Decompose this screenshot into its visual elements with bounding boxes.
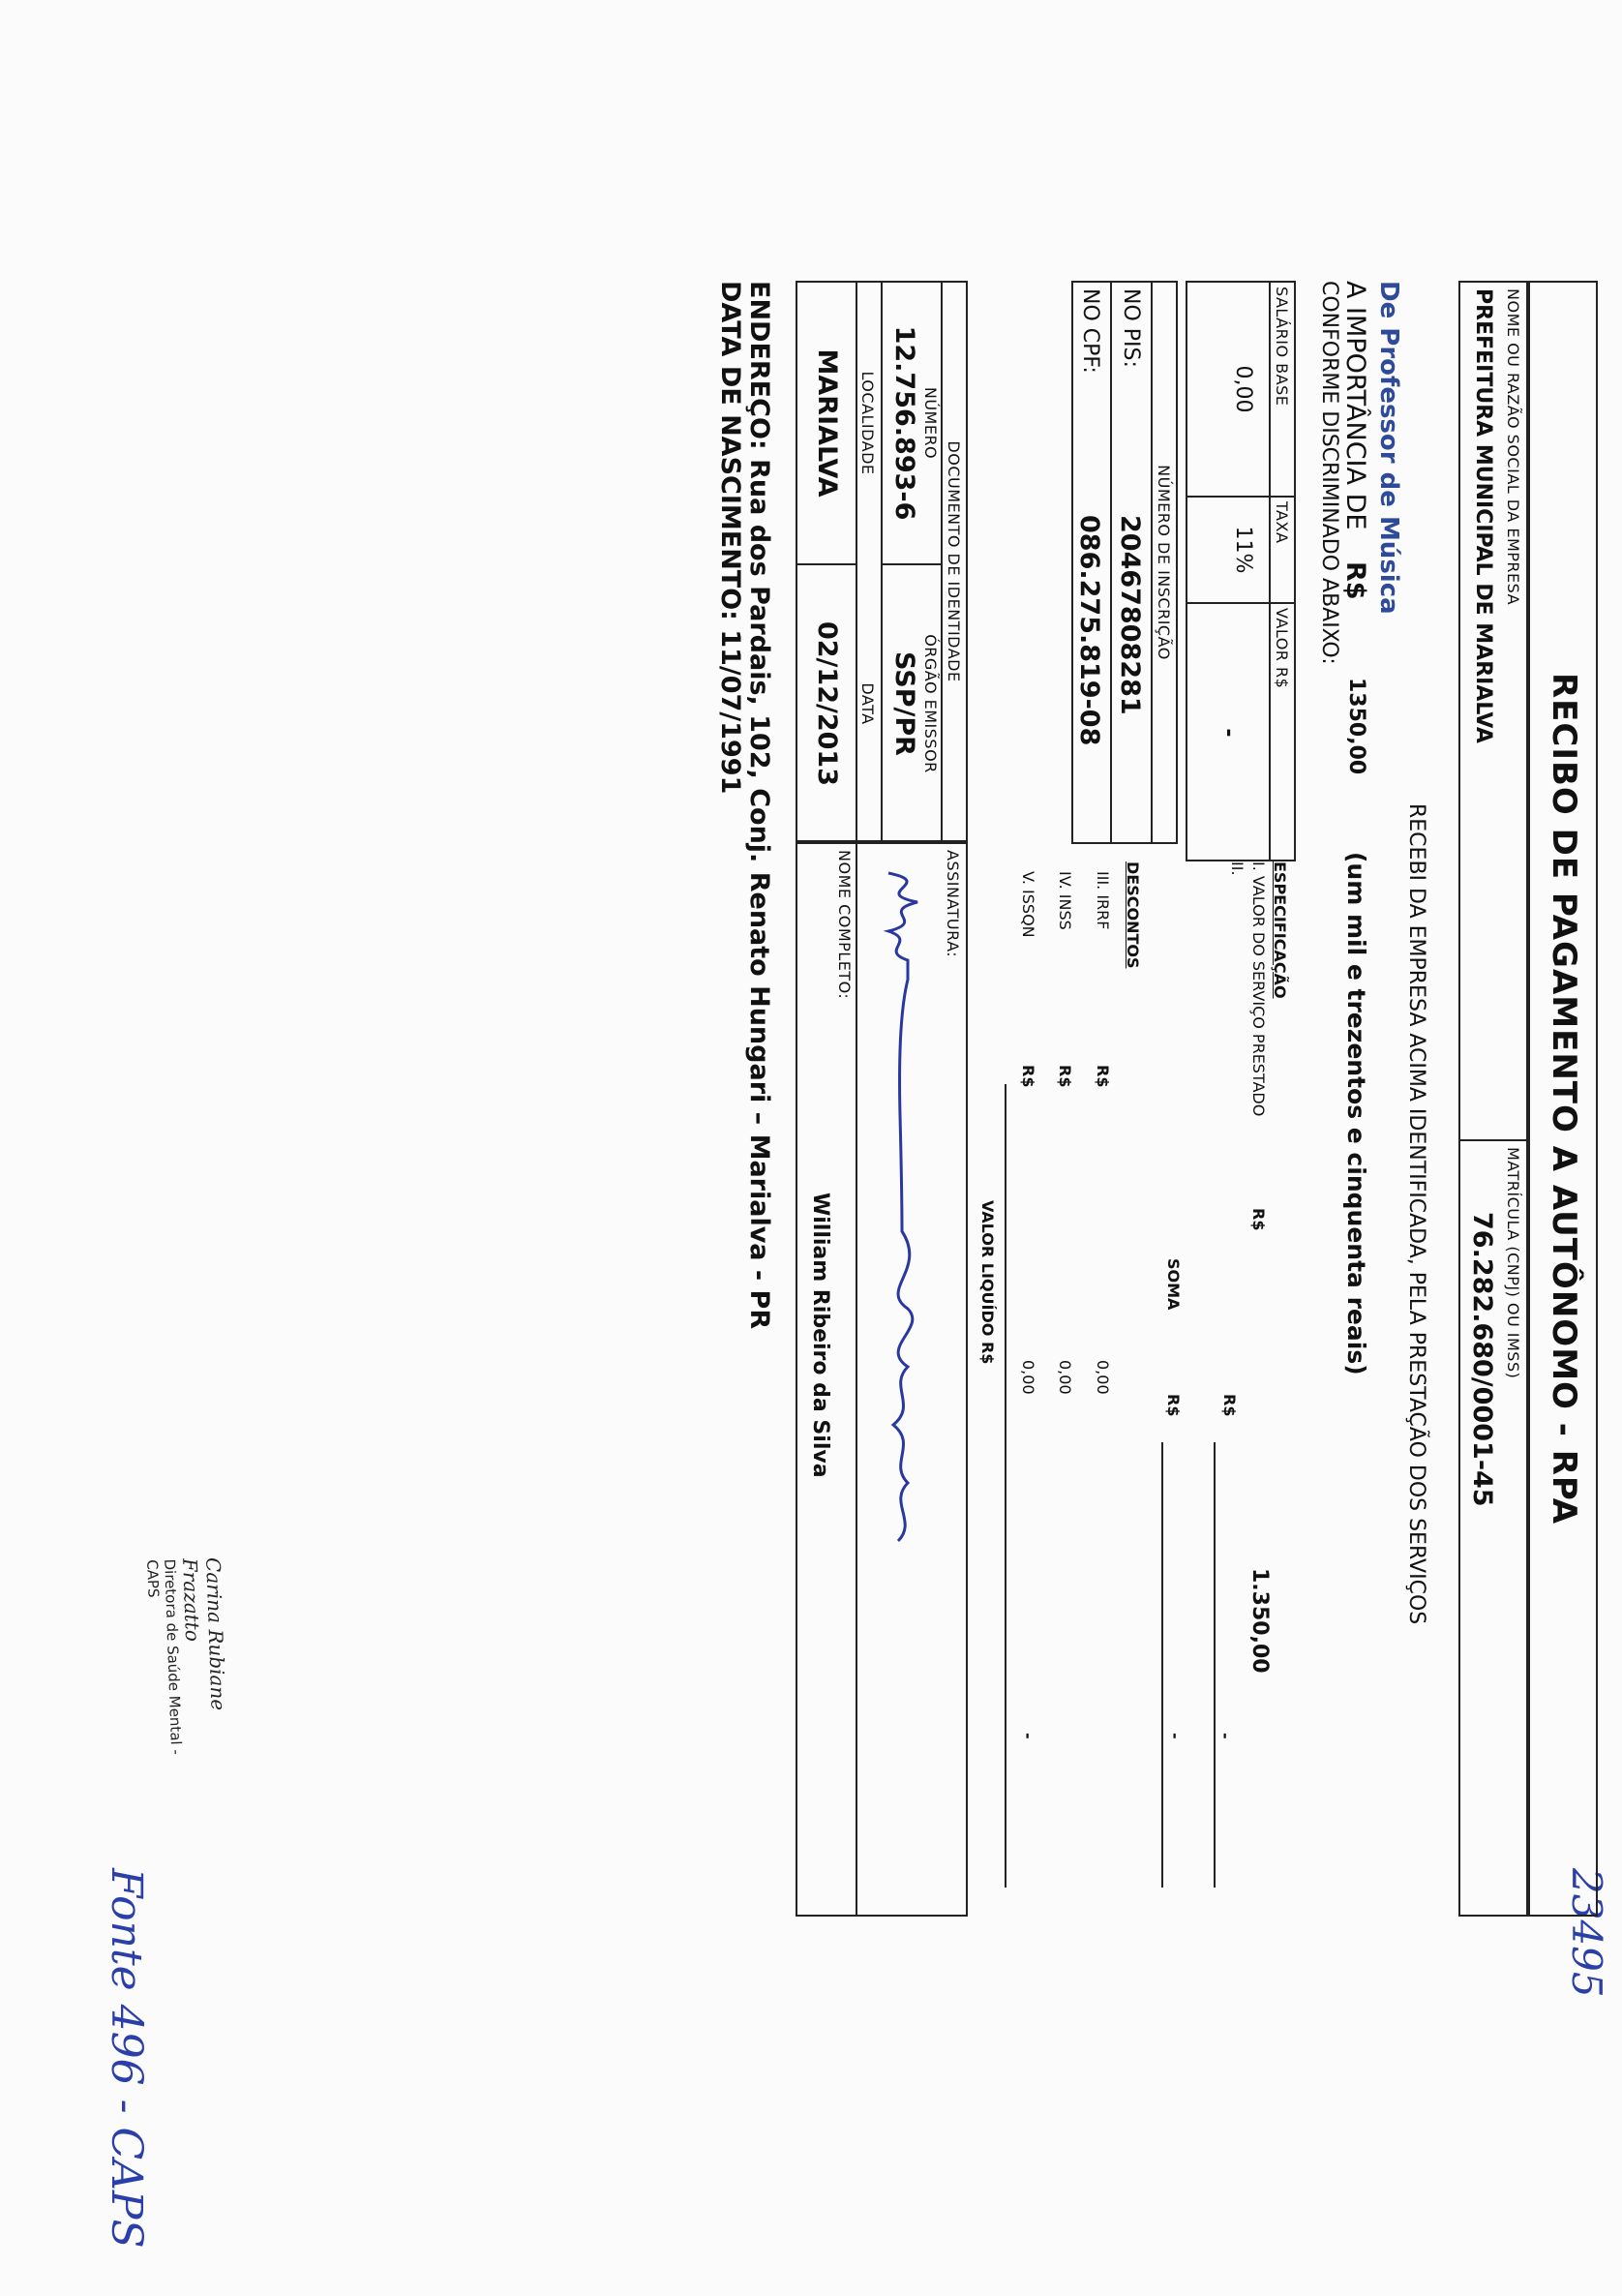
rate-label: TAXA [1273,501,1291,544]
liquido-line [1005,1084,1006,1888]
spec-item2-label: II. [1228,861,1247,876]
orgao-value: SSP/PR [889,651,919,756]
rate-value: 11% [1231,526,1255,574]
irrf-value: 0,00 [1094,1360,1112,1395]
orgao-label: ÓRGÃO EMISSOR [921,634,940,773]
spec-underline [1214,1442,1216,1888]
matricula-label: MATRÍCULA (CNPJ) OU IMSS) [1504,1147,1522,1379]
address-line: ENDEREÇO: Rua dos Pardais, 102, Conj. Renato Hungari – Marialva - PR [744,281,774,1330]
value-amount: - [1216,728,1241,738]
data-value: 02/12/2013 [812,620,842,786]
cpf-value: 086.275.819-08 [1074,515,1104,746]
handwritten-signature [857,863,946,1599]
irrf-label: III. IRRF [1094,871,1112,930]
handwritten-fonte: Fonte 496 - CAPS [102,1868,151,2249]
data-label: DATA [858,682,877,725]
issqn-dash: - [1019,1733,1037,1739]
localidade-value: MARIALVA [812,348,842,498]
nome-completo-value: William Ribeiro da Silva [808,1193,832,1478]
amount-currency: R$ [1340,561,1370,600]
value-label: VALOR R$ [1273,608,1291,689]
conforme-text: CONFORME DISCRIMINADO ABAIXO: [1317,281,1341,665]
title-box [1528,281,1598,1917]
descontos-heading: DESCONTOS [1124,861,1142,969]
amount-words: (um mil e trezentos e cinquenta reais) [1342,852,1370,1375]
localidade-label: LOCALIDADE [858,371,877,475]
salary-base-label: SALÁRIO BASE [1273,287,1291,407]
company-box [1458,281,1528,1917]
inss-label: IV. INSS [1056,871,1074,930]
page-title: RECIBO DE PAGAMENTO A AUTÔNOMO - RPA [1545,672,1583,1526]
spec-item2-currency: R$ [1220,1394,1239,1417]
pis-label: NO PIS: [1119,288,1143,368]
spec-item1-currency: R$ [1249,1208,1268,1231]
official-stamp [143,1557,232,1773]
identity-box [796,281,968,842]
soma-currency: R$ [1164,1394,1183,1417]
inscricao-box [1071,281,1178,844]
service-description: De Professor de Música [1374,281,1403,615]
spec-heading: ESPECIFICAÇÃO [1271,861,1289,999]
salary-base-value: 0,00 [1231,365,1255,413]
company-name: PREFEITURA MUNICIPAL DE MARIALVA [1471,288,1495,743]
identity-heading: DOCUMENTO DE IDENTIDADE [945,440,963,682]
numero-label: NÚMERO [921,386,940,460]
soma-value: - [1166,1733,1185,1739]
spec-item1-value: 1.350,00 [1247,1568,1272,1674]
liquido-label: VALOR LIQUÍDO R$ [978,1200,997,1365]
stamp-name: Carina Rubiane Frazatto [178,1556,230,1711]
stamp-role: Diretora de Saúde Mental - CAPS [143,1558,186,1756]
signature-box [796,842,968,1917]
signature-label: ASSINATURA: [944,850,962,958]
birthdate-line: DATA DE NASCIMENTO: 11/07/1991 [715,281,745,795]
numero-value: 12.756.893-6 [889,325,919,521]
inscricao-heading: NÚMERO DE INSCRIÇÃO [1155,465,1173,660]
inss-currency: R$ [1056,1065,1074,1088]
spec-item2-value: - [1216,1733,1235,1739]
salary-box [1186,281,1296,861]
pis-value: 20467808281 [1115,515,1145,715]
issqn-label: V. ISSQN [1019,871,1037,938]
company-name-label: NOME OU RAZÃO SOCIAL DA EMPRESA [1504,288,1522,606]
inss-value: 0,00 [1056,1360,1074,1395]
issqn-currency: R$ [1019,1065,1037,1088]
spec-item1-label: I. VALOR DO SERVIÇO PRESTADO [1249,861,1268,1117]
matricula-value: 76.282.680/0001-45 [1467,1212,1497,1507]
amount-value: 1350,00 [1344,678,1368,775]
irrf-currency: R$ [1094,1065,1112,1088]
cpf-label: NO CPF: [1078,288,1102,374]
amount-prefix: A IMPORTÂNCIA DE [1340,281,1370,530]
nome-completo-label: NOME COMPLETO: [835,850,854,1000]
soma-underline [1161,1442,1163,1888]
soma-label: SOMA [1164,1258,1183,1311]
issqn-value: 0,00 [1019,1360,1037,1395]
protocol-number: 23495 [1563,1868,1610,1998]
receipt-intro: RECEBI DA EMPRESA ACIMA IDENTIFICADA, PELA PRESTAÇÃO DOS SERVIÇOS [1404,803,1428,1625]
